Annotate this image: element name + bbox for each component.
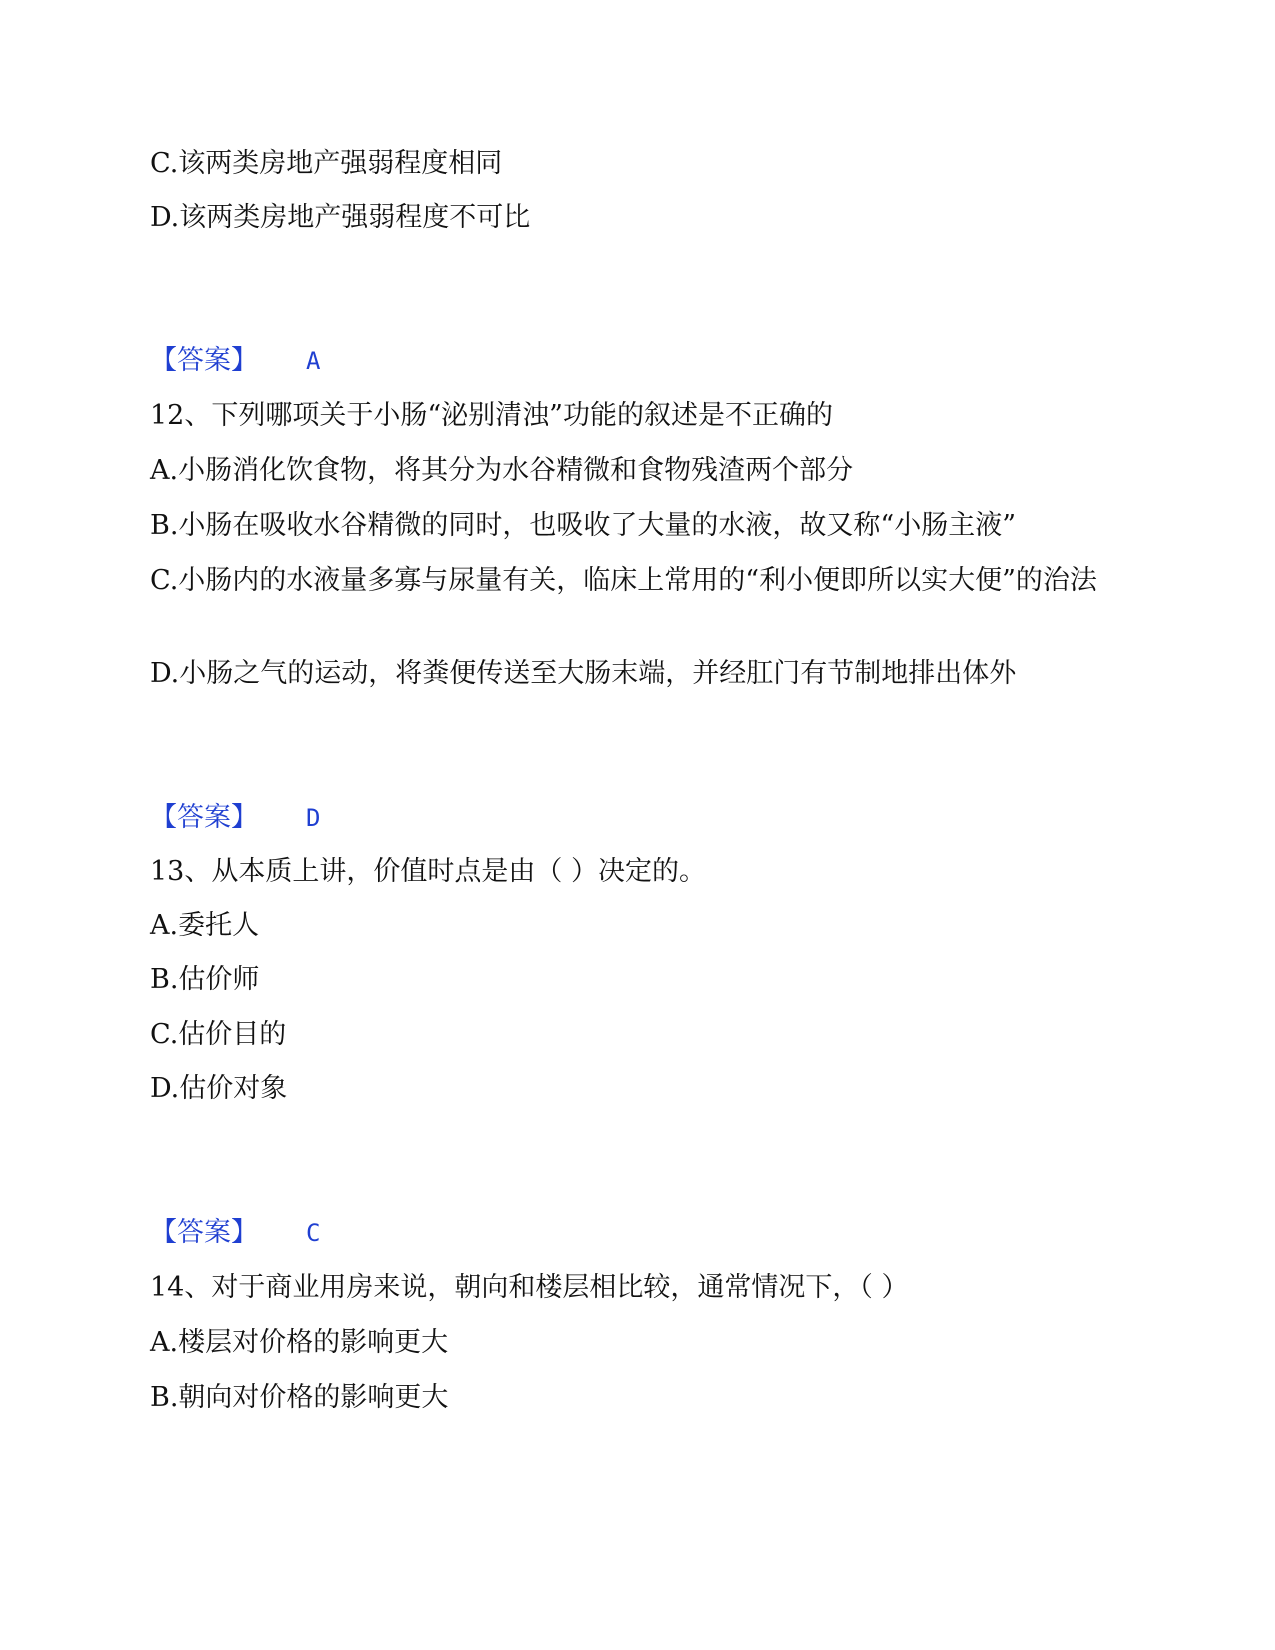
q13-option-c: C.估价目的 <box>150 1019 287 1050</box>
q13-option-d: D.估价对象 <box>150 1073 288 1104</box>
prev-option-c: C.该两类房地产强弱程度相同 <box>150 148 503 179</box>
answer-label: 【答案】 <box>150 1217 258 1248</box>
q12-option-b: B.小肠在吸收水谷精微的同时，也吸收了大量的水液，故又称“小肠主液” <box>150 510 1017 541</box>
answer-value: A <box>306 347 321 375</box>
q14-option-b: B.朝向对价格的影响更大 <box>150 1382 449 1413</box>
prev-option-d: D.该两类房地产强弱程度不可比 <box>150 202 531 233</box>
q13-option-b: B.估价师 <box>150 964 260 995</box>
q12-option-c: C.小肠内的水液量多寡与尿量有关，临床上常用的“利小便即所以实大便”的治法 <box>150 565 1097 596</box>
q12-option-a: A.小肠消化饮食物，将其分为水谷精微和食物残渣两个部分 <box>150 455 854 486</box>
q13-option-a: A.委托人 <box>150 910 260 941</box>
q13-stem: 13、从本质上讲，价值时点是由（ ）决定的。 <box>150 856 706 887</box>
answer-row <box>150 341 1110 381</box>
q14-stem: 14、对于商业用房来说，朝向和楼层相比较，通常情况下，（ ） <box>150 1272 909 1303</box>
answer-label: 【答案】 <box>150 345 258 376</box>
answer-row <box>150 1213 1110 1253</box>
q12-stem: 12、下列哪项关于小肠“泌别清浊”功能的叙述是不正确的 <box>150 400 833 431</box>
q14-option-a: A.楼层对价格的影响更大 <box>150 1327 449 1358</box>
answer-value: D <box>306 804 321 832</box>
answer-label: 【答案】 <box>150 802 258 833</box>
answer-row <box>150 798 1110 838</box>
q12-option-d: D.小肠之气的运动，将粪便传送至大肠末端，并经肛门有节制地排出体外 <box>150 658 1017 689</box>
answer-value: C <box>306 1219 321 1247</box>
